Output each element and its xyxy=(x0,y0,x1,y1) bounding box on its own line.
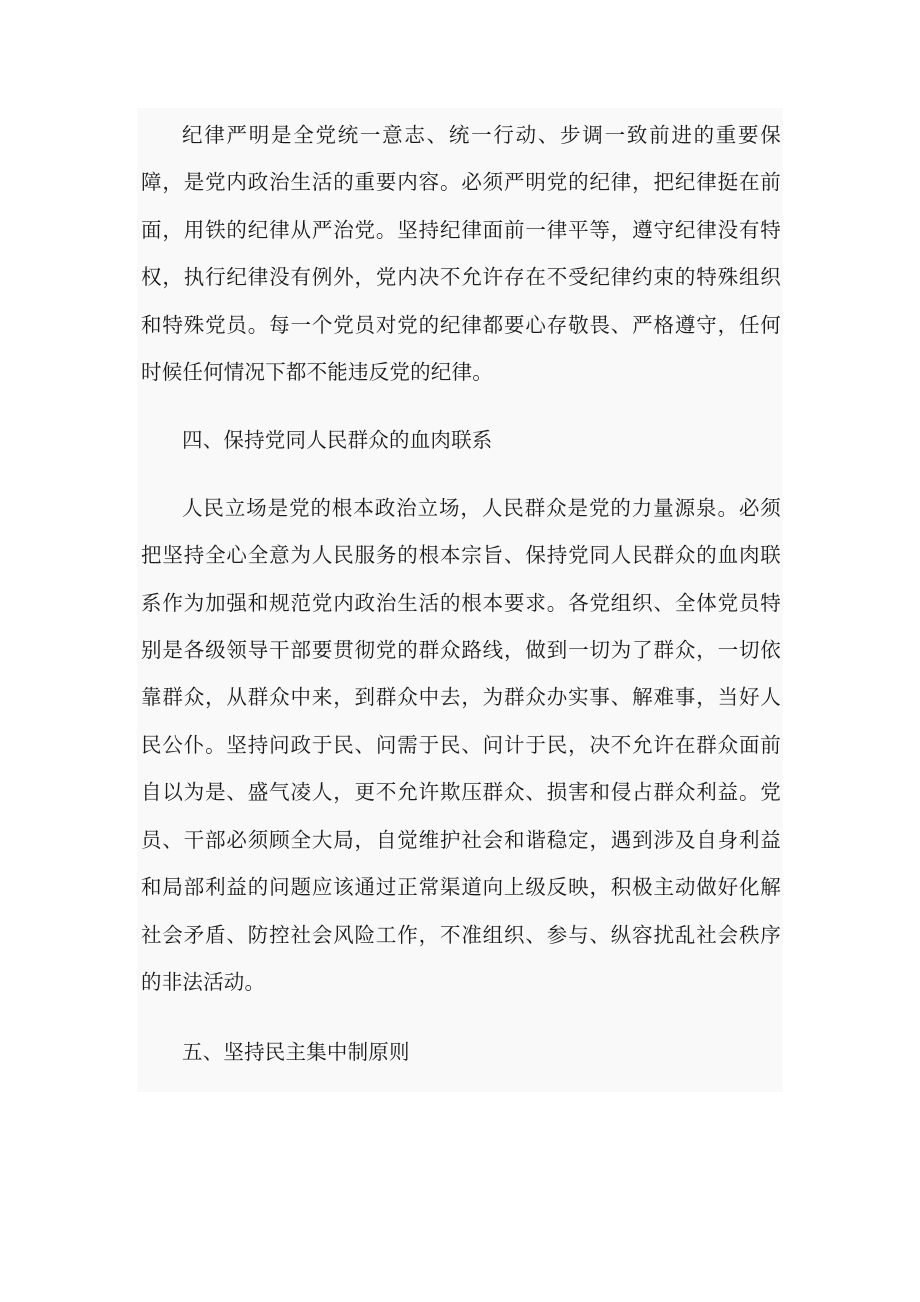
section-heading-five: 五、坚持民主集中制原则 xyxy=(182,1040,410,1065)
document-body xyxy=(141,112,781,1077)
paragraph-people: 人民立场是党的根本政治立场，人民群众是党的力量源泉。必须把坚持全心全意为人民服务的根本宗旨、保持党同人民群众的血肉联系作为加强和规范党内政治生活的根本要求。各党组织、全体党员特别是各级领导干部要贯彻党的群众路线，做到一切为了群众，一切依靠群众，从群众中来，到群众中去，为群众办实事、解难事，当好人民公仆。坚持问政于民、问需于民、问计于民，决不允许在群众面前自以为是、盛气凌人，更不允许欺压群众、损害和侵占群众利益。党员、干部必须顾全大局，自觉维护社会和谐稳定，遇到涉及自身利益和局部利益的问题应该通过正常渠道向上级反映，积极主动做好化解社会矛盾、防控社会风险工作，不准组织、参与、纵容扰乱社会秩序的非法活动。 xyxy=(141,495,781,994)
paragraph-discipline: 纪律严明是全党统一意志、统一行动、步调一致前进的重要保障，是党内政治生活的重要内容。必须严明党的纪律，把纪律挺在前面，用铁的纪律从严治党。坚持纪律面前一律平等，遵守纪律没有特权，执行纪律没有例外，党内决不允许存在不受纪律约束的特殊组织和特殊党员。每一个党员对党的纪律都要心存敬畏、严格遵守，任何时候任何情况下都不能违反党的纪律。 xyxy=(141,123,781,385)
section-heading-four: 四、保持党同人民群众的血肉联系 xyxy=(182,428,493,453)
